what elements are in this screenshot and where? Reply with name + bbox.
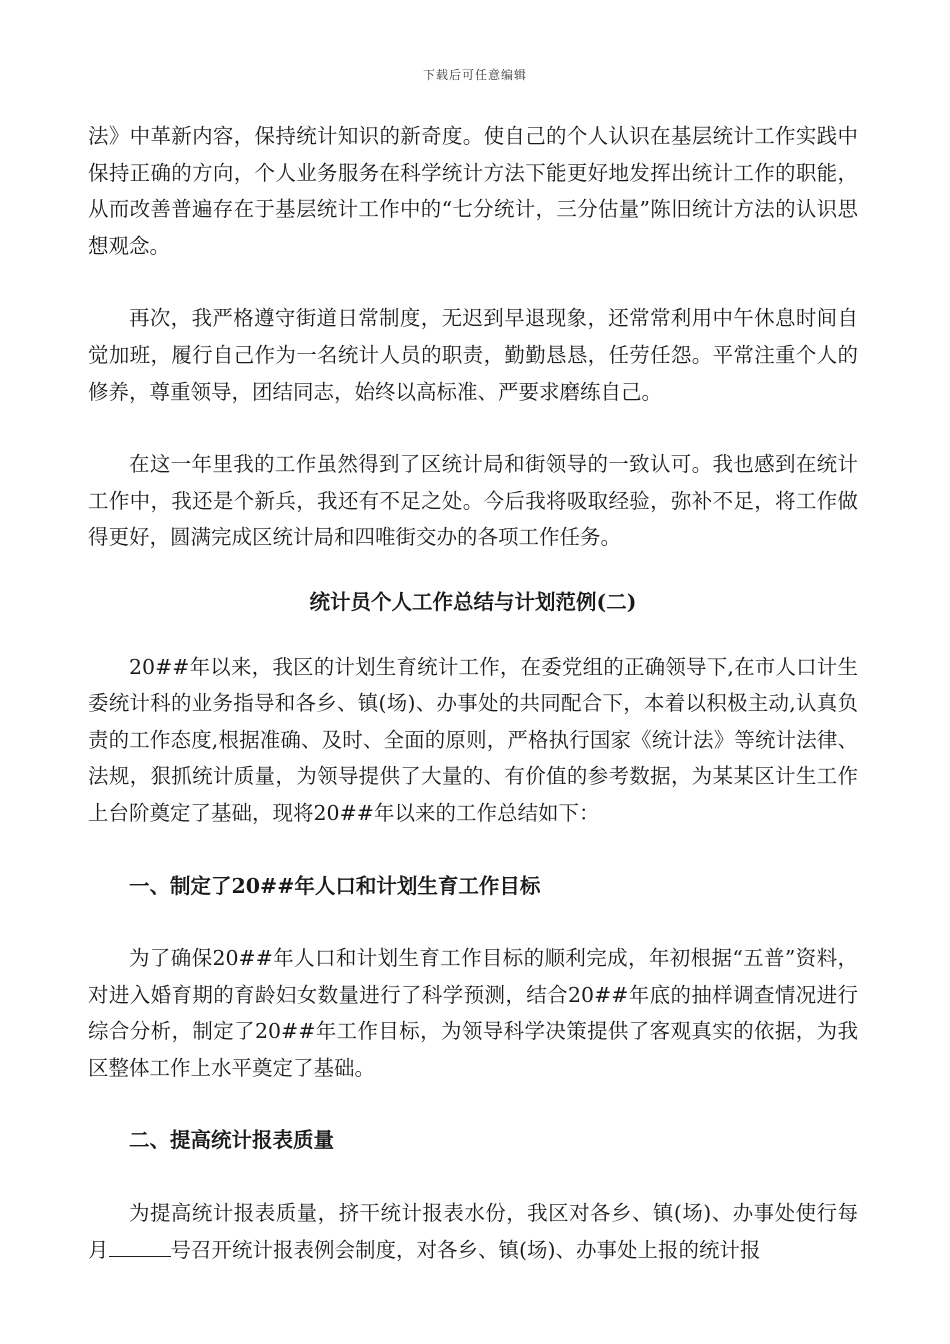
paragraph-discipline: 再次，我严格遵守街道日常制度，无迟到早退现象，还常常利用中午休息时间自觉加班，履行自己作为一名统计人员的职责，勤勤恳恳，任劳任怨。平常注重个人的修养，尊重领导，团结同志，始终以高标准、严要求磨练自己。 [88,306,858,404]
report-quality-text-a: 为提高统计报表质量，挤干统计报表水份，我区对各乡、镇(场)、办事处使行每月 [88,1201,858,1262]
paragraph-conclusion: 在这一年里我的工作虽然得到了区统计局和街领导的一致认可。我也感到在统计工作中，我还是个新兵，我还有不足之处。今后我将吸取经验，弥补不足，将工作做得更好，圆满完成区统计局和四唯街交办的各项工作任务。 [88,452,858,550]
paragraph-report-quality [88,1195,858,1268]
section-title: 统计员个人工作总结与计划范例(二) [309,589,637,614]
paragraph-targets: 为了确保20##年人口和计划生育工作目标的顺利完成，年初根据“五普”资料，对进入婚育期的育龄妇女数量进行了科学预测，结合20##年底的抽样调查情况进行综合分析，制定了20##年工作目标，为领导科学决策提供了客观真实的依据，为我区整体工作上水平奠定了基础。 [88,946,858,1080]
paragraph-intro: 20##年以来，我区的计划生育统计工作，在委党组的正确领导下,在市人口计生委统计科的业务指导和各乡、镇(场)、办事处的共同配合下，本着以积极主动,认真负责的工作态度,根据准确、及时、全面的原则，严格执行国家《统计法》等统计法律、法规，狠抓统计质量，为领导提供了大量的、有价值的参考数据，为某某区计生工作上台阶奠定了基础，现将20##年以来的工作总结如下： [88,654,858,825]
heading-one: 一、制定了20##年人口和计划生育工作目标 [129,873,541,898]
page-header: 下载后可任意编辑 [422,68,527,82]
heading-two: 二、提高统计报表质量 [129,1128,334,1153]
blank-underline [109,1236,171,1257]
report-quality-text-b: 号召开统计报表例会制度，对各乡、镇(场)、办事处上报的统计报 [170,1237,761,1262]
document-body [88,118,858,1268]
paragraph-continuation: 法》中革新内容，保持统计知识的新奇度。使自己的个人认识在基层统计工作实践中保持正确的方向，个人业务服务在科学统计方法下能更好地发挥出统计工作的职能，从而改善普遍存在于基层统计工作中的“七分统计，三分估量”陈旧统计方法的认识思想观念。 [88,124,858,258]
